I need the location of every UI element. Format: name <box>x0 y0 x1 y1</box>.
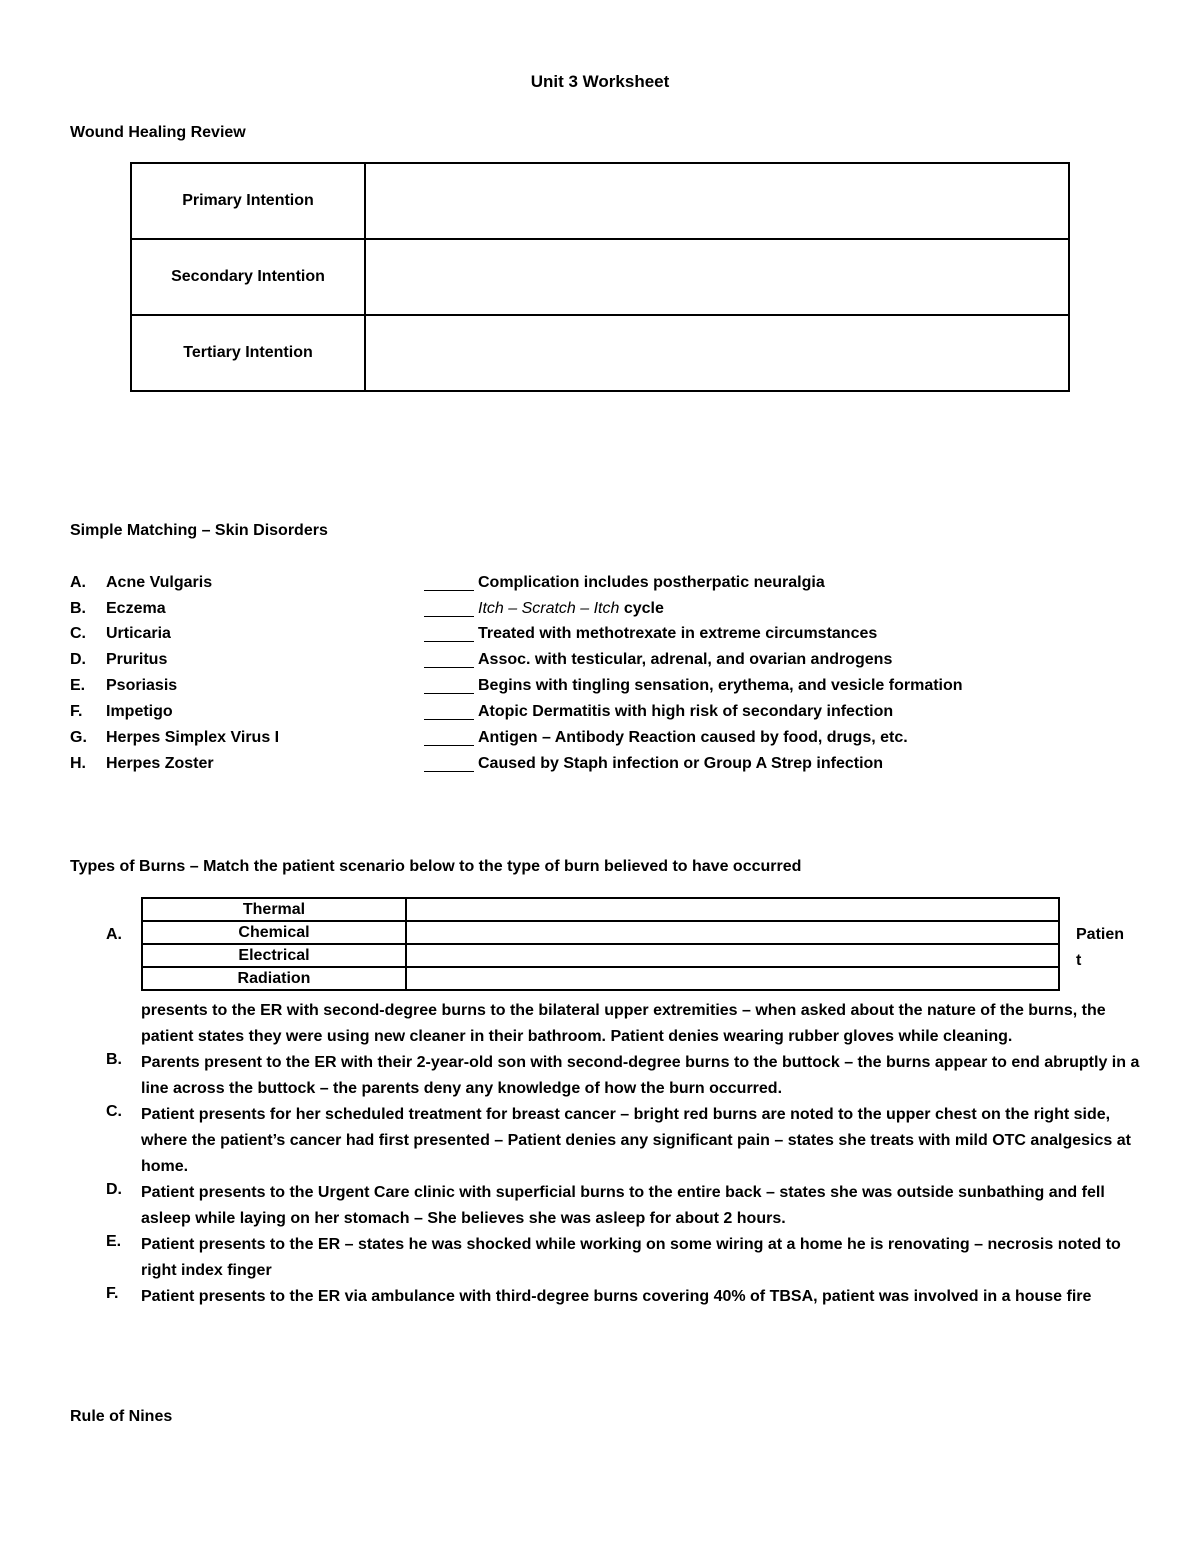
matching-term: Acne Vulgaris <box>106 574 213 591</box>
primary-intention-answer-cell[interactable] <box>365 163 1069 239</box>
scenario-text: Patient presents for her scheduled treatment for breast cancer – bright red burns are noted to the upper chest on the right side, where the patient’s cancer had first presented – Patient denies any significant pain – states she treats with mild OTC analgesics at home. <box>141 1106 1131 1175</box>
secondary-intention-label: Secondary Intention <box>131 239 365 315</box>
matching-description: Antigen – Antibody Reaction caused by food, drugs, etc. <box>478 729 908 746</box>
matching-letter: F. <box>70 703 83 720</box>
burn-type-answer-cell[interactable] <box>406 944 1059 967</box>
burn-type-radiation: Radiation <box>142 967 406 990</box>
table-row <box>142 898 1059 921</box>
scenario-text: Parents present to the ER with their 2-year-old son with second-degree burns to the buttock – the burns appear to end abruptly in a line across the buttock – the parents deny any knowledge of how the burn occurred. <box>141 1054 1140 1097</box>
burn-type-answer-cell[interactable] <box>406 967 1059 990</box>
secondary-intention-answer-cell[interactable] <box>365 239 1069 315</box>
matching-description: Atopic Dermatitis with high risk of secondary infection <box>478 703 894 720</box>
matching-description: Complication includes postherpatic neuralgia <box>478 574 825 591</box>
matching-term: Urticaria <box>106 625 171 642</box>
scenario-letter: F. <box>106 1285 119 1302</box>
matching-description: Caused by Staph infection or Group A Strep infection <box>478 755 884 772</box>
table-row <box>142 944 1059 967</box>
burn-type-answer-cell[interactable] <box>406 898 1059 921</box>
scenario-a-side-text-2: t <box>1076 952 1082 969</box>
table-row <box>131 163 1069 239</box>
matching-letter: C. <box>70 625 86 642</box>
table-row <box>131 239 1069 315</box>
burn-type-electrical: Electrical <box>142 944 406 967</box>
matching-answer-blank[interactable] <box>424 719 474 720</box>
rule-of-nines-heading: Rule of Nines <box>70 1408 173 1425</box>
matching-answer-blank[interactable] <box>424 667 474 668</box>
matching-term: Herpes Zoster <box>106 755 214 772</box>
scenario-letter: B. <box>106 1051 122 1068</box>
matching-term: Eczema <box>106 600 166 617</box>
matching-letter: H. <box>70 755 86 772</box>
matching-answer-blank[interactable] <box>424 641 474 642</box>
matching-letter: A. <box>70 574 86 591</box>
matching-description-suffix: cycle <box>619 600 664 617</box>
matching-answer-blank[interactable] <box>424 745 474 746</box>
matching-description: Begins with tingling sensation, erythema, and vesicle formation <box>478 677 963 694</box>
matching-letter: B. <box>70 600 86 617</box>
page-title: Unit 3 Worksheet <box>530 72 670 91</box>
burn-type-thermal: Thermal <box>142 898 406 921</box>
scenario-text: Patient presents to the Urgent Care clinic with superficial burns to the entire back – states she was outside sunbathing and fell asleep while laying on her stomach – She believes she was asleep for about 2 hours. <box>141 1184 1105 1227</box>
matching-letter: E. <box>70 677 86 694</box>
scenario-letter: C. <box>106 1103 122 1120</box>
scenario-letter: A. <box>106 926 122 943</box>
primary-intention-label: Primary Intention <box>131 163 365 239</box>
matching-answer-blank[interactable] <box>424 771 474 772</box>
burn-type-chemical: Chemical <box>142 921 406 944</box>
scenario-a-side-text: Patien <box>1076 926 1125 943</box>
scenario-text: Patient presents to the ER via ambulance with third-degree burns covering 40% of TBSA, patient was involved in a house fire <box>141 1288 1092 1305</box>
matching-description <box>478 600 664 618</box>
matching-term: Pruritus <box>106 651 168 668</box>
tertiary-intention-answer-cell[interactable] <box>365 315 1069 391</box>
matching-answer-blank[interactable] <box>424 693 474 694</box>
burn-type-answer-cell[interactable] <box>406 921 1059 944</box>
wound-healing-heading: Wound Healing Review <box>70 124 246 141</box>
tertiary-intention-label: Tertiary Intention <box>131 315 365 391</box>
matching-answer-blank[interactable] <box>424 590 474 591</box>
scenario-text: Patient presents to the ER – states he was shocked while working on some wiring at a home he is renovating – necrosis noted to right index finger <box>141 1236 1121 1279</box>
wound-healing-table <box>130 162 1070 392</box>
matching-letter: G. <box>70 729 87 746</box>
matching-letter: D. <box>70 651 86 668</box>
scenario-text: presents to the ER with second-degree burns to the bilateral upper extremities – when asked about the nature of the burns, the patient states they were using new cleaner in their bathroom. Patient denies wearing rubber gloves while cleaning. <box>141 1002 1106 1045</box>
table-row <box>142 921 1059 944</box>
scenario-letter: D. <box>106 1181 122 1198</box>
scenario-letter: E. <box>106 1233 122 1250</box>
matching-description-italic: Itch – Scratch – Itch <box>478 600 620 617</box>
matching-term: Impetigo <box>106 703 173 720</box>
burns-heading: Types of Burns – Match the patient scenario below to the type of burn believed to have occurred <box>70 858 802 875</box>
matching-description: Assoc. with testicular, adrenal, and ovarian androgens <box>478 651 893 668</box>
burn-types-table <box>141 897 1060 991</box>
table-row <box>142 967 1059 990</box>
table-row <box>131 315 1069 391</box>
matching-heading: Simple Matching – Skin Disorders <box>70 522 328 539</box>
matching-answer-blank[interactable] <box>424 616 474 617</box>
matching-term: Psoriasis <box>106 677 178 694</box>
matching-description: Treated with methotrexate in extreme circumstances <box>478 625 878 642</box>
matching-term: Herpes Simplex Virus I <box>106 729 280 746</box>
